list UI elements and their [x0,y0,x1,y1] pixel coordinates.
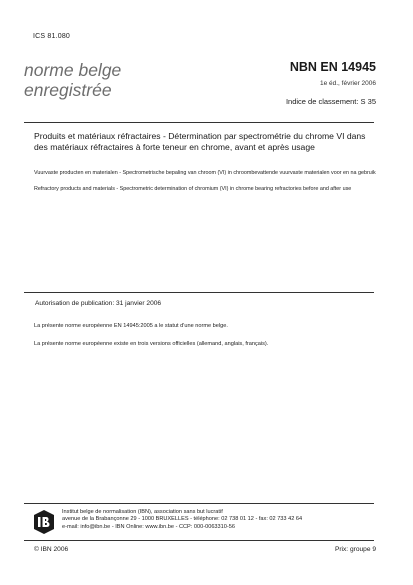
title-english: Refractory products and materials - Spectrometric determination of chromium (VI) in chrome bearing refractories before and after use [34,186,352,192]
institute-contact: e-mail: info@ibn.be - IBN Online: www.ibn.be - CCP: 000-0063310-56 [62,523,235,530]
classification-index: Indice de classement: S 35 [285,97,376,106]
versions-paragraph: La présente norme européenne existe en trois versions officielles (allemand, anglais, français). [34,341,269,347]
ics-code: ICS 81.080 [33,33,71,40]
title-dutch: Vuurvaste producten en materialen - Spectrometrische bepaling van chroom (VI) in chroombevattende vuurvaste materialen voor en na gebruik [34,170,376,176]
brand-title [24,60,121,100]
price-group: Prix: groupe 9 [334,546,376,553]
publication-approval: Autorisation de publication: 31 janvier 2006 [35,300,162,307]
institute-address: avenue de la Brabançonne 29 - 1000 BRUXELLES - téléphone: 02 738 01 12 - fax: 02 733 42 64 [62,516,303,523]
footer-divider [24,540,374,541]
middle-divider [24,292,374,293]
ibn-logo-icon [34,510,54,534]
brand-line-2: enregistrée [24,80,112,100]
copyright: © IBN 2006 [34,546,69,553]
brand-line-1: norme belge [24,60,122,80]
status-paragraph: La présente norme européenne EN 14945:2005 a le statut d'une norme belge. [34,323,228,329]
top-divider [24,122,374,123]
norm-number: NBN EN 14945 [289,60,376,74]
bottom-divider [24,503,374,504]
institute-info [62,509,382,531]
document-title: Produits et matériaux réfractaires - Détermination par spectrométrie du chrome VI dans des matériaux réfractaires à forte teneur en chrome, avant et après usage [34,131,366,152]
institute-name: Institut belge de normalisation (IBN), association sans but lucratif [62,509,223,515]
edition-date: 1e éd., février 2006 [319,80,376,87]
